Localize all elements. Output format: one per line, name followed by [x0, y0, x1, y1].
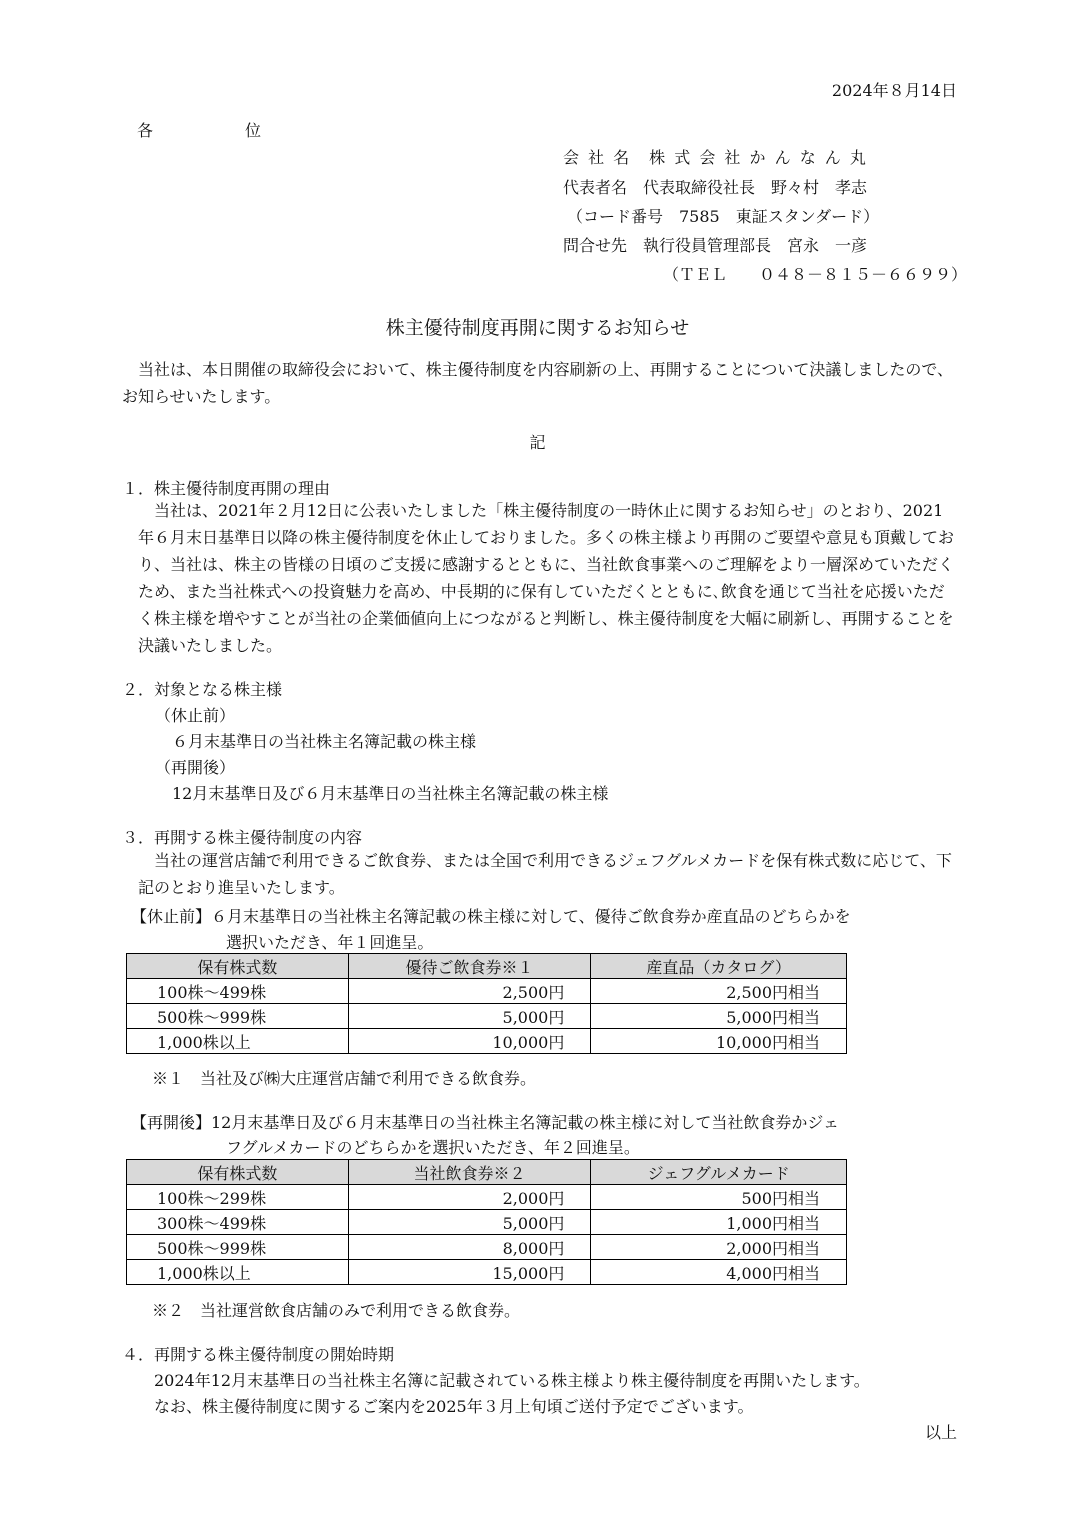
- table-cell: 300株～499株: [127, 1210, 349, 1235]
- section-3-heading: ３．再開する株主優待制度の内容: [122, 828, 363, 847]
- table-header-cell: ジェフグルメカード: [591, 1160, 847, 1185]
- table-cell: 10,000円: [348, 1029, 591, 1054]
- table-row: [127, 1185, 847, 1210]
- table-header-cell: 保有株式数: [127, 1160, 349, 1185]
- table-cell: 500株～999株: [127, 1235, 349, 1260]
- section-4-line-2: なお、株主優待制度に関するご案内を2025年３月上旬頃ご送付予定でございます。: [154, 1397, 754, 1416]
- table-cell: 100株～499株: [127, 979, 349, 1004]
- after-perk-heading: 【再開後】12月末基準日及び６月末基準日の当社株主名簿記載の株主様に対して当社飲食券かジェ: [131, 1113, 840, 1132]
- table-header-row: [127, 1160, 847, 1185]
- table-cell: 500株～999株: [127, 1004, 349, 1029]
- table-row: [127, 979, 847, 1004]
- section-2-after-label: （再開後）: [155, 758, 236, 777]
- table-header-cell: 保有株式数: [127, 954, 349, 979]
- closing-mark: 以上: [924, 1423, 957, 1442]
- section-1-body: 当社は、2021年２月12日に公表いたしました「株主優待制度の一時休止に関するお知らせ」のとおり、2021 年６月末日基準日以降の株主優待制度を休止しておりました。多くの株主様より再開のご要望や意見も頂戴しており、当社は、株主の皆様の日頃のご支援に感謝するとともに、当社飲食事業へのご理解をより一層深めていただくため、また当社株式への投資魅力を高め、中長期的に保有していただくとともに､飲食を通じて当社を応援いただく株主様を増やすことが当社の企業価値向上につながると判断し、株主優待制度を大幅に刷新し、再開することを決議いたしました。: [138, 501, 955, 655]
- ki-marker: 記: [529, 433, 546, 452]
- before-perk-heading-cont: 選択いただき、年１回進呈。: [226, 933, 434, 952]
- table-cell: 5,000円: [348, 1004, 591, 1029]
- intro-paragraph: 当社は、本日開催の取締役会において、株主優待制度を内容刷新の上、再開することについて決議しましたので、お知らせいたします。: [122, 360, 954, 406]
- section-4-line-1: 2024年12月末基準日の当社株主名簿に記載されている株主様より株主優待制度を再開いたします。: [154, 1371, 870, 1390]
- table-row: [127, 1235, 847, 1260]
- code-line: （コード番号 7585 東証スタンダード）: [567, 207, 880, 226]
- company-name-line: 会 社 名 株 式 会 社 か ん な ん 丸: [563, 148, 868, 167]
- table-cell: 1,000株以上: [127, 1260, 349, 1285]
- table-row: [127, 1004, 847, 1029]
- company-info-block: [563, 145, 968, 285]
- section-3-body: 当社の運営店舗で利用できるご飲食券、または全国で利用できるジェフグルメカードを保有株式数に応じて、下記のとおり進呈いたします。: [138, 851, 952, 897]
- table-header-cell: 産直品（カタログ）: [591, 954, 847, 979]
- table-row: [127, 1210, 847, 1235]
- section-2-heading: ２．対象となる株主様: [122, 680, 283, 699]
- after-perk-heading-cont: フグルメカードのどちらかを選択いただき、年２回進呈。: [226, 1138, 640, 1157]
- table-cell: 1,000株以上: [127, 1029, 349, 1054]
- table-cell: 2,000円相当: [591, 1235, 847, 1260]
- table-cell: 8,000円: [348, 1235, 591, 1260]
- perk-table-before: [126, 953, 847, 1054]
- table-cell: 1,000円相当: [591, 1210, 847, 1235]
- document-date: 2024年８月14日: [831, 81, 957, 100]
- table-cell: 5,000円相当: [591, 1004, 847, 1029]
- table-row: [127, 1029, 847, 1054]
- perk-table-after: [126, 1159, 847, 1285]
- section-2-before-label: （休止前）: [155, 706, 236, 725]
- representative-line: 代表者名 代表取締役社長 野々村 孝志: [563, 178, 868, 197]
- section-4-heading: ４．再開する株主優待制度の開始時期: [122, 1345, 395, 1364]
- table-1-footnote: ※１ 当社及び㈱大庄運営店舗で利用できる飲食券。: [152, 1069, 537, 1088]
- table-cell: 100株～299株: [127, 1185, 349, 1210]
- table-cell: 5,000円: [348, 1210, 591, 1235]
- section-2-after-text: 12月末基準日及び６月末基準日の当社株主名簿記載の株主様: [172, 784, 609, 803]
- table-header-cell: 優待ご飲食券※１: [348, 954, 591, 979]
- table-cell: 2,500円: [348, 979, 591, 1004]
- before-perk-heading: 【休止前】６月末基準日の当社株主名簿記載の株主様に対して、優待ご飲食券か産直品のどちらかを: [131, 907, 851, 926]
- addressee: 各 位: [137, 121, 300, 140]
- table-cell: 500円相当: [591, 1185, 847, 1210]
- contact-line: 問合せ先 執行役員管理部長 宮永 一彦: [563, 236, 868, 255]
- document-title: 株主優待制度再開に関するお知らせ: [385, 317, 690, 339]
- table-cell: 4,000円相当: [591, 1260, 847, 1285]
- section-2-before-text: ６月末基準日の当社株主名簿記載の株主様: [172, 732, 477, 751]
- table-cell: 10,000円相当: [591, 1029, 847, 1054]
- section-1-heading: １．株主優待制度再開の理由: [122, 479, 331, 498]
- table-header-row: [127, 954, 847, 979]
- table-cell: 2,000円: [348, 1185, 591, 1210]
- table-cell: 15,000円: [348, 1260, 591, 1285]
- table-cell: 2,500円相当: [591, 979, 847, 1004]
- table-2-footnote: ※２ 当社運営飲食店舗のみで利用できる飲食券。: [152, 1301, 521, 1320]
- table-header-cell: 当社飲食券※２: [348, 1160, 591, 1185]
- table-row: [127, 1260, 847, 1285]
- tel-line: （ＴＥＬ ０４８－８１５－６６９９）: [663, 265, 968, 284]
